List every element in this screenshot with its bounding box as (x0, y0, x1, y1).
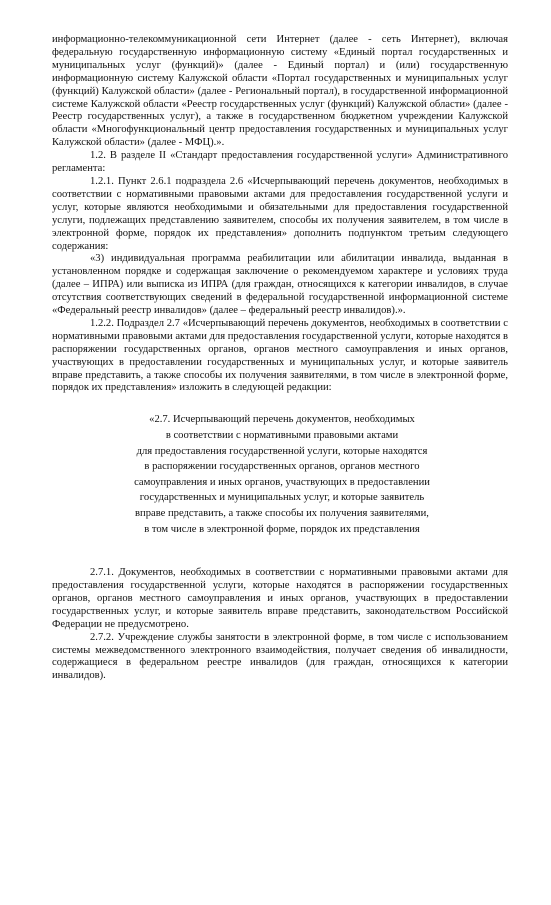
heading-line: вправе представить, а также способы их получения заявителями, (135, 507, 429, 519)
subsection-heading-2-7 (52, 412, 508, 537)
heading-line: в соответствии с нормативными правовыми актами (165, 429, 399, 441)
heading-line: «2.7. Исчерпывающий перечень документов, необходимых (149, 414, 415, 426)
heading-line: для предоставления государственной услуги, которые находятся (136, 445, 428, 457)
heading-line: в распоряжении государственных органов, органов местного (144, 461, 420, 473)
paragraph-continuation: информационно-телекоммуникационной сети Интернет (далее - сеть Интернет), включая федеральную государственную информационную систему «Единый портал государственных и муниципальных услуг (функций)» (далее - Единый портал) и (или) государственную информационную систему Калужской области «Портал государственных и муниципальных услуг (функций) Калужской области» (далее - Региональный портал), в государственной информационной системе Калужской области «Реестр государственных услуг (функций) Калужской области» (далее - Реестр государственных услуг), а также в государственном бюджетном учреждении Калужской области «Многофункциональный центр предоставления государственных и муниципальных услуг Калужской области» (далее - МФЦ).». (52, 34, 508, 149)
document-page (52, 34, 508, 683)
paragraph-item-2-7-1: 2.7.1. Документов, необходимых в соответствии с нормативными правовыми актами для предоставления государственной услуги, которые находятся в распоряжении государственных органов, органов местного самоуправления и иных органов, участвующих в предоставлении государственных услуг, и которые заявитель вправе представить, законодательством Российской Федерации не предусмотрено. (52, 567, 508, 630)
paragraph-subitem-3: «3) индивидуальная программа реабилитации или абилитации инвалида, выданная в установленном порядке и содержащая заключение о рекомендуемом характере и условиях труда (далее – ИПРА) или выписка из ИПРА (для граждан, относящихся к категории инвалидов, в случае отсутствия соответствующих сведений в федеральной государственной информационной системе «Федеральный реестр инвалидов» (далее – федеральный реестр инвалидов).». (52, 253, 508, 317)
paragraph-section-1-2: 1.2. В разделе II «Стандарт предоставления государственной услуги» Административного регламента: (52, 150, 508, 175)
heading-line: самоуправления и иных органов, участвующих в предоставлении (134, 476, 430, 488)
paragraph-item-2-7-2: 2.7.2. Учреждение службы занятости в электронной форме, в том числе с использованием системы межведомственного электронного взаимодействия, получает сведения об инвалидности, содержащиеся в федеральном реестре инвалидов (для граждан, относящихся к категории инвалидов). (52, 631, 508, 682)
paragraph-item-1-2-2: 1.2.2. Подраздел 2.7 «Исчерпывающий перечень документов, необходимых в соответствии с нормативными правовыми актами для предоставления государственной услуги, которые находятся в распоряжении государственных органов, органов местного самоуправления и иных органов, участвующих в предоставлении государственных и муниципальных услуг, и которые заявитель вправе представить, а также способы их получения заявителями, в том числе в электронной форме, порядок их представления» изложить в следующей редакции: (52, 317, 508, 394)
paragraph-item-1-2-1: 1.2.1. Пункт 2.6.1 подраздела 2.6 «Исчерпывающий перечень документов, необходимых в соответствии с нормативными правовыми актами для предоставления государственной услуги и услуг, которые являются необходимыми и обязательными для предоставления государственной услуги, подлежащих представлению заявителем, способы их получения заявителем, в том числе в электронной форме, порядок их представления» дополнить подпунктом третьим следующего содержания: (52, 175, 508, 252)
heading-line: в том числе в электронной форме, порядок их представления (144, 523, 420, 535)
heading-line: государственных и муниципальных услуг, и которые заявитель (139, 492, 425, 504)
